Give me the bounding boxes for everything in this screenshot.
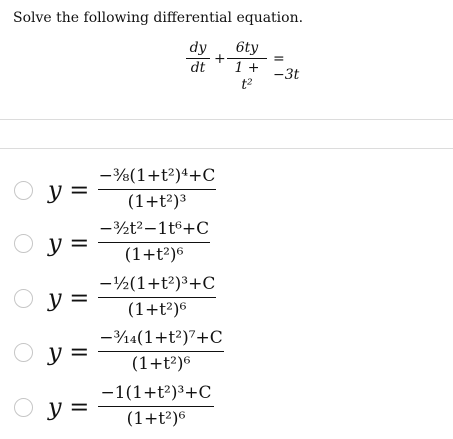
choice-numerator: −⅜(1+t²)⁴+C [98,166,216,186]
radio-button[interactable] [14,181,33,200]
radio-button[interactable] [14,343,33,362]
choice-fraction [98,274,216,321]
question-prompt: Solve the following differential equation. [13,10,304,26]
choice-fraction [98,328,224,375]
choice-numerator: −1(1+t²)³+C [100,383,212,403]
choice-denominator: (1+t²)⁶ [131,354,191,374]
choice-fraction [98,166,216,213]
choice-denominator: (1+t²)³ [127,192,187,212]
divider [0,148,453,149]
coefficient-denominator: 1 + t² [234,60,260,93]
choice-numerator: −³⁄₂t²−1t⁶+C [98,219,210,239]
choice-lhs: y = [48,338,90,366]
choice-numerator: −½(1+t²)³+C [98,274,216,294]
derivative-denominator: dt [190,60,206,76]
choice-denominator: (1+t²)⁶ [126,409,186,429]
equation-rhs: = −3t [273,51,300,83]
coefficient-fraction [227,40,267,94]
answer-choice-3[interactable] [14,274,444,322]
plus-sign: + [214,51,226,67]
fraction-bar [98,242,210,243]
answer-choice-5[interactable] [14,383,444,431]
choice-denominator: (1+t²)⁶ [124,245,184,265]
answer-choice-1[interactable] [14,166,444,214]
fraction-bar [227,58,267,59]
choice-lhs: y = [48,229,90,257]
radio-button[interactable] [14,289,33,308]
choice-fraction [98,383,214,430]
coefficient-numerator: 6ty [235,40,259,56]
choice-denominator: (1+t²)⁶ [127,300,187,320]
choice-numerator: −³⁄₁₄(1+t²)⁷+C [99,328,223,348]
derivative-numerator: dy [189,40,207,56]
fraction-bar [186,58,210,59]
fraction-bar [98,351,224,352]
fraction-bar [98,406,214,407]
fraction-bar [98,297,216,298]
answer-choice-2[interactable] [14,219,444,267]
choice-lhs: y = [48,393,90,421]
choice-lhs: y = [48,284,90,312]
derivative-fraction [186,40,210,77]
radio-button[interactable] [14,234,33,253]
radio-button[interactable] [14,398,33,417]
divider [0,119,453,120]
choice-lhs: y = [48,176,90,204]
choice-fraction [98,219,210,266]
answer-choice-4[interactable] [14,328,444,376]
fraction-bar [98,189,216,190]
